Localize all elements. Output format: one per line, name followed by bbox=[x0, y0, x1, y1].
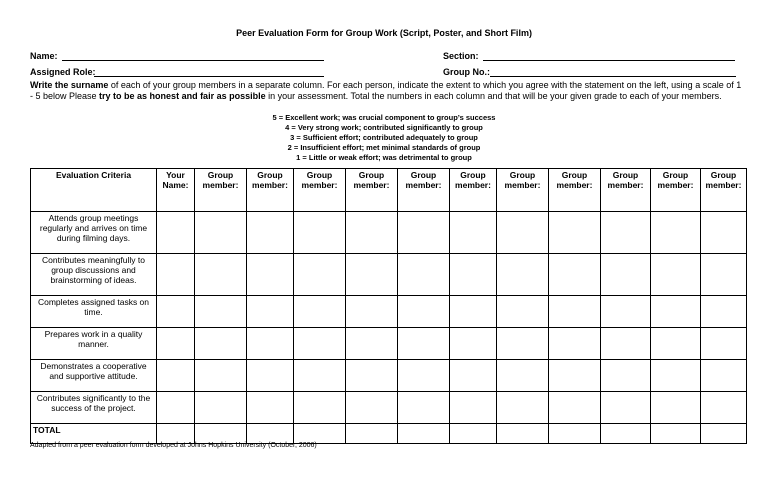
score-cell[interactable] bbox=[195, 254, 247, 296]
total-cell[interactable] bbox=[398, 424, 450, 444]
score-cell[interactable] bbox=[195, 328, 247, 360]
member-header: Group member: bbox=[450, 169, 497, 212]
criteria-label: Prepares work in a quality manner. bbox=[31, 328, 157, 360]
member-header: Group member: bbox=[294, 169, 346, 212]
group-no-line[interactable] bbox=[490, 76, 736, 77]
score-cell[interactable] bbox=[157, 296, 195, 328]
member-header: Group member: bbox=[398, 169, 450, 212]
group-no-label: Group No.: bbox=[443, 67, 490, 77]
score-cell[interactable] bbox=[247, 296, 294, 328]
score-cell[interactable] bbox=[157, 254, 195, 296]
score-cell[interactable] bbox=[294, 212, 346, 254]
score-cell[interactable] bbox=[549, 392, 601, 424]
member-header: Group member: bbox=[651, 169, 701, 212]
score-cell[interactable] bbox=[195, 296, 247, 328]
score-cell[interactable] bbox=[497, 392, 549, 424]
member-header: Group member: bbox=[346, 169, 398, 212]
score-cell[interactable] bbox=[247, 392, 294, 424]
criteria-label: Contributes significantly to the success of the project. bbox=[31, 392, 157, 424]
member-header: Group member: bbox=[601, 169, 651, 212]
score-cell[interactable] bbox=[450, 360, 497, 392]
criteria-header: Evaluation Criteria bbox=[31, 169, 157, 212]
total-cell[interactable] bbox=[701, 424, 747, 444]
criteria-label: Demonstrates a cooperative and supportive attitude. bbox=[31, 360, 157, 392]
score-cell[interactable] bbox=[346, 360, 398, 392]
score-cell[interactable] bbox=[157, 392, 195, 424]
score-cell[interactable] bbox=[398, 212, 450, 254]
total-cell[interactable] bbox=[247, 424, 294, 444]
total-cell[interactable] bbox=[549, 424, 601, 444]
your-name-header: Your Name: bbox=[157, 169, 195, 212]
assigned-role-line[interactable] bbox=[94, 76, 324, 77]
score-cell[interactable] bbox=[294, 254, 346, 296]
score-cell[interactable] bbox=[398, 254, 450, 296]
score-cell[interactable] bbox=[549, 212, 601, 254]
score-cell[interactable] bbox=[701, 360, 747, 392]
score-cell[interactable] bbox=[549, 254, 601, 296]
score-cell[interactable] bbox=[497, 296, 549, 328]
instructions-text-2: in your assessment. Total the numbers in each column and that will be your given grade to each of your members. bbox=[265, 91, 722, 101]
header-row bbox=[31, 169, 747, 212]
score-cell[interactable] bbox=[157, 360, 195, 392]
name-line[interactable] bbox=[62, 60, 324, 61]
score-cell[interactable] bbox=[651, 212, 701, 254]
criteria-row bbox=[31, 296, 747, 328]
score-cell[interactable] bbox=[497, 328, 549, 360]
total-row bbox=[31, 424, 747, 444]
score-cell[interactable] bbox=[247, 254, 294, 296]
score-cell[interactable] bbox=[195, 360, 247, 392]
instructions-bold-2: try to be as honest and fair as possible bbox=[99, 91, 266, 101]
score-cell[interactable] bbox=[195, 392, 247, 424]
score-cell[interactable] bbox=[601, 360, 651, 392]
score-cell[interactable] bbox=[247, 212, 294, 254]
score-cell[interactable] bbox=[497, 360, 549, 392]
score-cell[interactable] bbox=[601, 212, 651, 254]
instructions bbox=[30, 80, 742, 102]
score-cell[interactable] bbox=[450, 296, 497, 328]
score-cell[interactable] bbox=[701, 392, 747, 424]
score-cell[interactable] bbox=[398, 296, 450, 328]
total-cell[interactable] bbox=[346, 424, 398, 444]
score-cell[interactable] bbox=[701, 328, 747, 360]
score-cell[interactable] bbox=[549, 360, 601, 392]
score-cell[interactable] bbox=[601, 296, 651, 328]
footer-note: Adapted from a peer evaluation form developed at Johns Hopkins University (October, 2006) bbox=[30, 442, 317, 449]
total-cell[interactable] bbox=[450, 424, 497, 444]
section-label: Section: bbox=[443, 51, 479, 61]
total-cell[interactable] bbox=[157, 424, 195, 444]
score-cell[interactable] bbox=[450, 392, 497, 424]
score-cell[interactable] bbox=[346, 212, 398, 254]
instructions-bold-1: Write the surname bbox=[30, 80, 109, 90]
total-cell[interactable] bbox=[294, 424, 346, 444]
score-cell[interactable] bbox=[398, 328, 450, 360]
scale-1: 1 = Little or weak effort; was detrimental to group bbox=[296, 153, 472, 162]
scale-5: 5 = Excellent work; was crucial component to group’s success bbox=[272, 113, 496, 122]
scale-4: 4 = Very strong work; contributed significantly to group bbox=[285, 123, 483, 132]
total-cell[interactable] bbox=[497, 424, 549, 444]
total-cell[interactable] bbox=[651, 424, 701, 444]
score-cell[interactable] bbox=[549, 328, 601, 360]
score-cell[interactable] bbox=[294, 296, 346, 328]
criteria-row bbox=[31, 328, 747, 360]
total-cell[interactable] bbox=[601, 424, 651, 444]
score-cell[interactable] bbox=[346, 254, 398, 296]
member-header: Group member: bbox=[497, 169, 549, 212]
score-cell[interactable] bbox=[398, 360, 450, 392]
score-cell[interactable] bbox=[157, 328, 195, 360]
criteria-label: Completes assigned tasks on time. bbox=[31, 296, 157, 328]
scale-3: 3 = Sufficient effort; contributed adequately to group bbox=[290, 133, 478, 142]
form-title: Peer Evaluation Form for Group Work (Script, Poster, and Short Film) bbox=[236, 28, 532, 38]
criteria-row bbox=[31, 254, 747, 296]
criteria-row bbox=[31, 392, 747, 424]
criteria-label: Contributes meaningfully to group discussions and brainstorming of ideas. bbox=[31, 254, 157, 296]
score-cell[interactable] bbox=[651, 328, 701, 360]
score-cell[interactable] bbox=[497, 212, 549, 254]
score-cell[interactable] bbox=[195, 212, 247, 254]
score-cell[interactable] bbox=[701, 212, 747, 254]
assigned-role-label: Assigned Role: bbox=[30, 67, 96, 77]
score-cell[interactable] bbox=[346, 328, 398, 360]
total-label: TOTAL bbox=[31, 424, 157, 444]
score-cell[interactable] bbox=[651, 254, 701, 296]
criteria-label: Attends group meetings regularly and arrives on time during filming days. bbox=[31, 212, 157, 254]
score-cell[interactable] bbox=[601, 328, 651, 360]
score-cell[interactable] bbox=[450, 254, 497, 296]
score-cell[interactable] bbox=[157, 212, 195, 254]
criteria-row bbox=[31, 212, 747, 254]
rating-scale bbox=[0, 113, 768, 163]
score-cell[interactable] bbox=[701, 296, 747, 328]
total-cell[interactable] bbox=[195, 424, 247, 444]
score-cell[interactable] bbox=[346, 296, 398, 328]
score-cell[interactable] bbox=[601, 254, 651, 296]
score-cell[interactable] bbox=[651, 392, 701, 424]
score-cell[interactable] bbox=[651, 360, 701, 392]
score-cell[interactable] bbox=[247, 360, 294, 392]
instructions-text-1: of each of your group members in a separate column. For each person, indicate the extent to which you agree with the statement on the left, using a scale of 1 - 5 below Please bbox=[30, 80, 742, 101]
member-header: Group member: bbox=[701, 169, 747, 212]
score-cell[interactable] bbox=[398, 392, 450, 424]
member-header: Group member: bbox=[195, 169, 247, 212]
evaluation-table bbox=[30, 168, 747, 444]
score-cell[interactable] bbox=[294, 392, 346, 424]
section-line[interactable] bbox=[483, 60, 735, 61]
score-cell[interactable] bbox=[651, 296, 701, 328]
score-cell[interactable] bbox=[601, 392, 651, 424]
score-cell[interactable] bbox=[247, 328, 294, 360]
score-cell[interactable] bbox=[497, 254, 549, 296]
score-cell[interactable] bbox=[346, 392, 398, 424]
score-cell[interactable] bbox=[450, 212, 497, 254]
score-cell[interactable] bbox=[450, 328, 497, 360]
score-cell[interactable] bbox=[549, 296, 601, 328]
scale-2: 2 = Insufficient effort; met minimal standards of group bbox=[287, 143, 481, 152]
member-header: Group member: bbox=[247, 169, 294, 212]
member-header: Group member: bbox=[549, 169, 601, 212]
score-cell[interactable] bbox=[294, 360, 346, 392]
criteria-row bbox=[31, 360, 747, 392]
score-cell[interactable] bbox=[701, 254, 747, 296]
name-label: Name: bbox=[30, 51, 58, 61]
score-cell[interactable] bbox=[294, 328, 346, 360]
